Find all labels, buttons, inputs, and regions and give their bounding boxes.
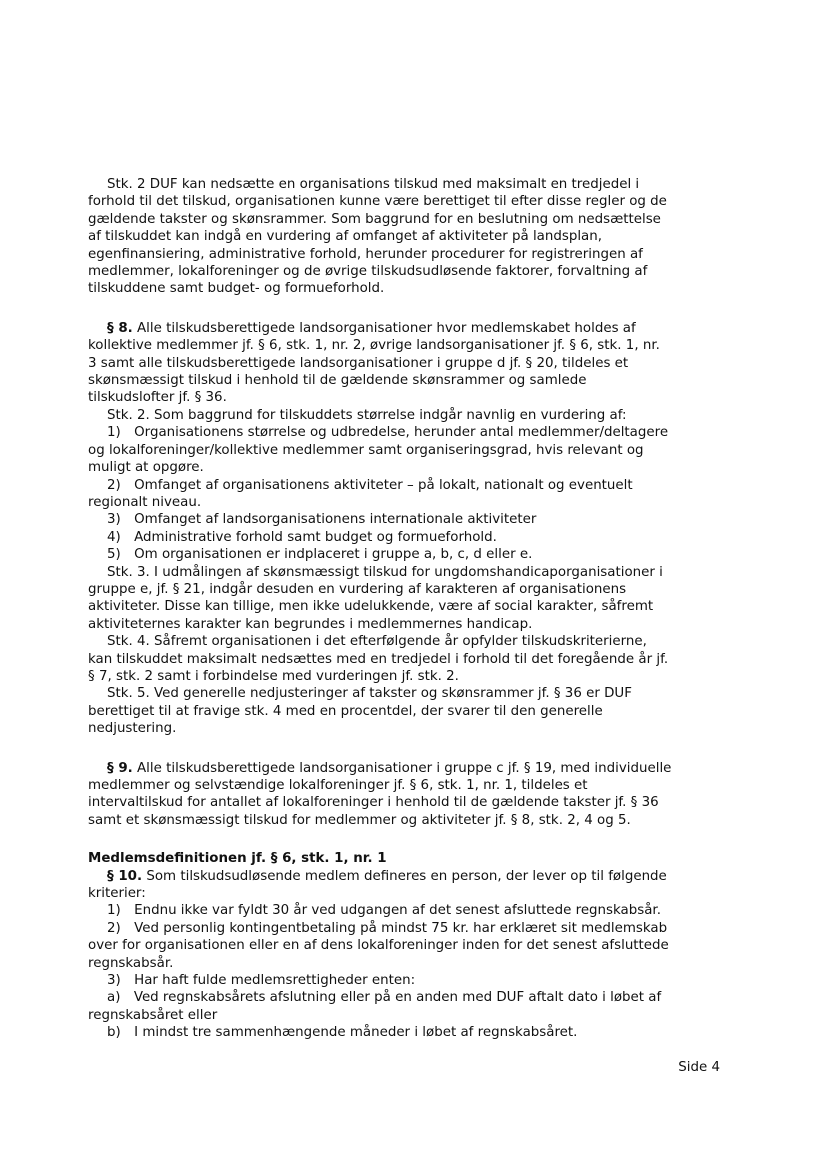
section-8-stk2: Stk. 2. Som baggrund for tilskuddets størrelse indgår navnlig en vurdering af:	[107, 407, 627, 423]
section-8-text: Alle tilskudsberettigede landsorganisationer hvor medlemskabet holdes af kollektive medlemmer jf. § 6, stk. 1, nr. 2, øvrige landsorganisationer jf. § 6, stk. 1, nr. 3 samt alle tilskudsberettigede landsorganisationer i gruppe d jf. § 20, tildeles et skønsmæssigt tilskud i henhold til de gældende skønsrammer og samlede tilskudslofter jf. § 36.	[88, 320, 660, 406]
spacer	[88, 738, 672, 760]
spacer	[88, 829, 672, 850]
section-9-paragraph	[88, 760, 672, 830]
section-10-item-3: 3) Har haft fulde medlemsrettigheder enten:	[107, 973, 416, 989]
section-8-number: § 8.	[107, 320, 133, 336]
section-10-item-2: 2) Ved personlig kontingentbetaling på mindst 75 kr. har erklæret sit medlemskab over for organisationen eller en af dens lokalforeninger inden for det senest afsluttede regnskabsår.	[88, 920, 669, 971]
spacer	[88, 298, 672, 320]
section-8-item-2: 2) Omfanget af organisationens aktiviteter – på lokalt, nationalt og eventuelt regionalt niveau.	[88, 477, 633, 510]
section-10-subitem-b: b) I mindst tre sammenhængende måneder i løbet af regnskabsåret.	[107, 1025, 578, 1041]
section-10-item-1: 1) Endnu ikke var fyldt 30 år ved udgangen af det senest afsluttede regnskabsår.	[107, 903, 661, 919]
section-10-subitem-a: a) Ved regnskabsårets afslutning eller på en anden med DUF aftalt dato i løbet af regnskabsåret eller	[88, 990, 662, 1023]
document-body	[88, 176, 672, 1042]
section-10-paragraph	[88, 868, 672, 903]
section-8-stk3: Stk. 3. I udmålingen af skønsmæssigt tilskud for ungdomshandicaporganisationer i gruppe e, jf. § 21, indgår desuden en vurdering af karakteren af organisationens aktiviteter. Disse kan tillige, men ikke udelukkende, være af social karakter, såfremt aktiviteternes karakter kan begrundes i medlemmernes handicap.	[88, 564, 663, 632]
section-10-text: Som tilskudsudløsende medlem defineres en person, der lever op til følgende kriterier:	[88, 868, 667, 902]
section-8-item-4: 4) Administrative forhold samt budget og formueforhold.	[107, 529, 497, 545]
section-8-stk4: Stk. 4. Såfremt organisationen i det efterfølgende år opfylder tilskudskriterierne, kan tilskuddet maksimalt nedsættes med en tredjedel i forhold til det foregående år jf. § 7, stk. 2 samt i forbindelse med vurderingen jf. stk. 2.	[88, 634, 669, 684]
section-8-item-1: 1) Organisationens størrelse og udbredelse, herunder antal medlemmer/deltagere og lokalforeninger/kollektive medlemmer samt organiseringsgrad, hvis relevant og muligt at opgøre.	[88, 425, 669, 476]
section-heading: Medlemsdefinitionen jf. § 6, stk. 1, nr. 1	[88, 851, 387, 867]
section-9-number: § 9.	[107, 760, 133, 776]
page-number: Side 4	[678, 1060, 720, 1075]
section-10-number: § 10.	[107, 868, 143, 884]
section-8-paragraph	[88, 320, 672, 407]
section-8-item-5: 5) Om organisationen er indplaceret i gruppe a, b, c, d eller e.	[107, 547, 533, 563]
section-8-item-3: 3) Omfanget af landsorganisationens internationale aktiviteter	[107, 512, 537, 528]
stk2-paragraph: Stk. 2 DUF kan nedsætte en organisations tilskud med maksimalt en tredjedel i forhold til det tilskud, organisationen kunne være berettiget til efter disse regler og de gældende takster og skønsrammer. Som baggrund for en beslutning om nedsættelse af tilskuddet kan indgå en vurdering af omfanget af aktiviteter på landsplan, egenfinansiering, administrative forhold, herunder procedurer for registreringen af medlemmer, lokalforeninger og de øvrige tilskudsudløsende faktorer, forvaltning af tilskuddene samt budget- og formueforhold.	[88, 177, 667, 297]
section-8-stk5: Stk. 5. Ved generelle nedjusteringer af takster og skønsrammer jf. § 36 er DUF berettiget til at fravige stk. 4 med en procentdel, der svarer til den generelle nedjustering.	[88, 686, 632, 737]
section-9-text: Alle tilskudsberettigede landsorganisationer i gruppe c jf. § 19, med individuelle medlemmer og selvstændige lokalforeninger jf. § 6, stk. 1, nr. 1, tildeles et intervaltilskud for antallet af lokalforeninger i henhold til de gældende takster jf. § 36 samt et skønsmæssigt tilskud for medlemmer og aktiviteter jf. § 8, stk. 2, 4 og 5.	[88, 760, 672, 828]
